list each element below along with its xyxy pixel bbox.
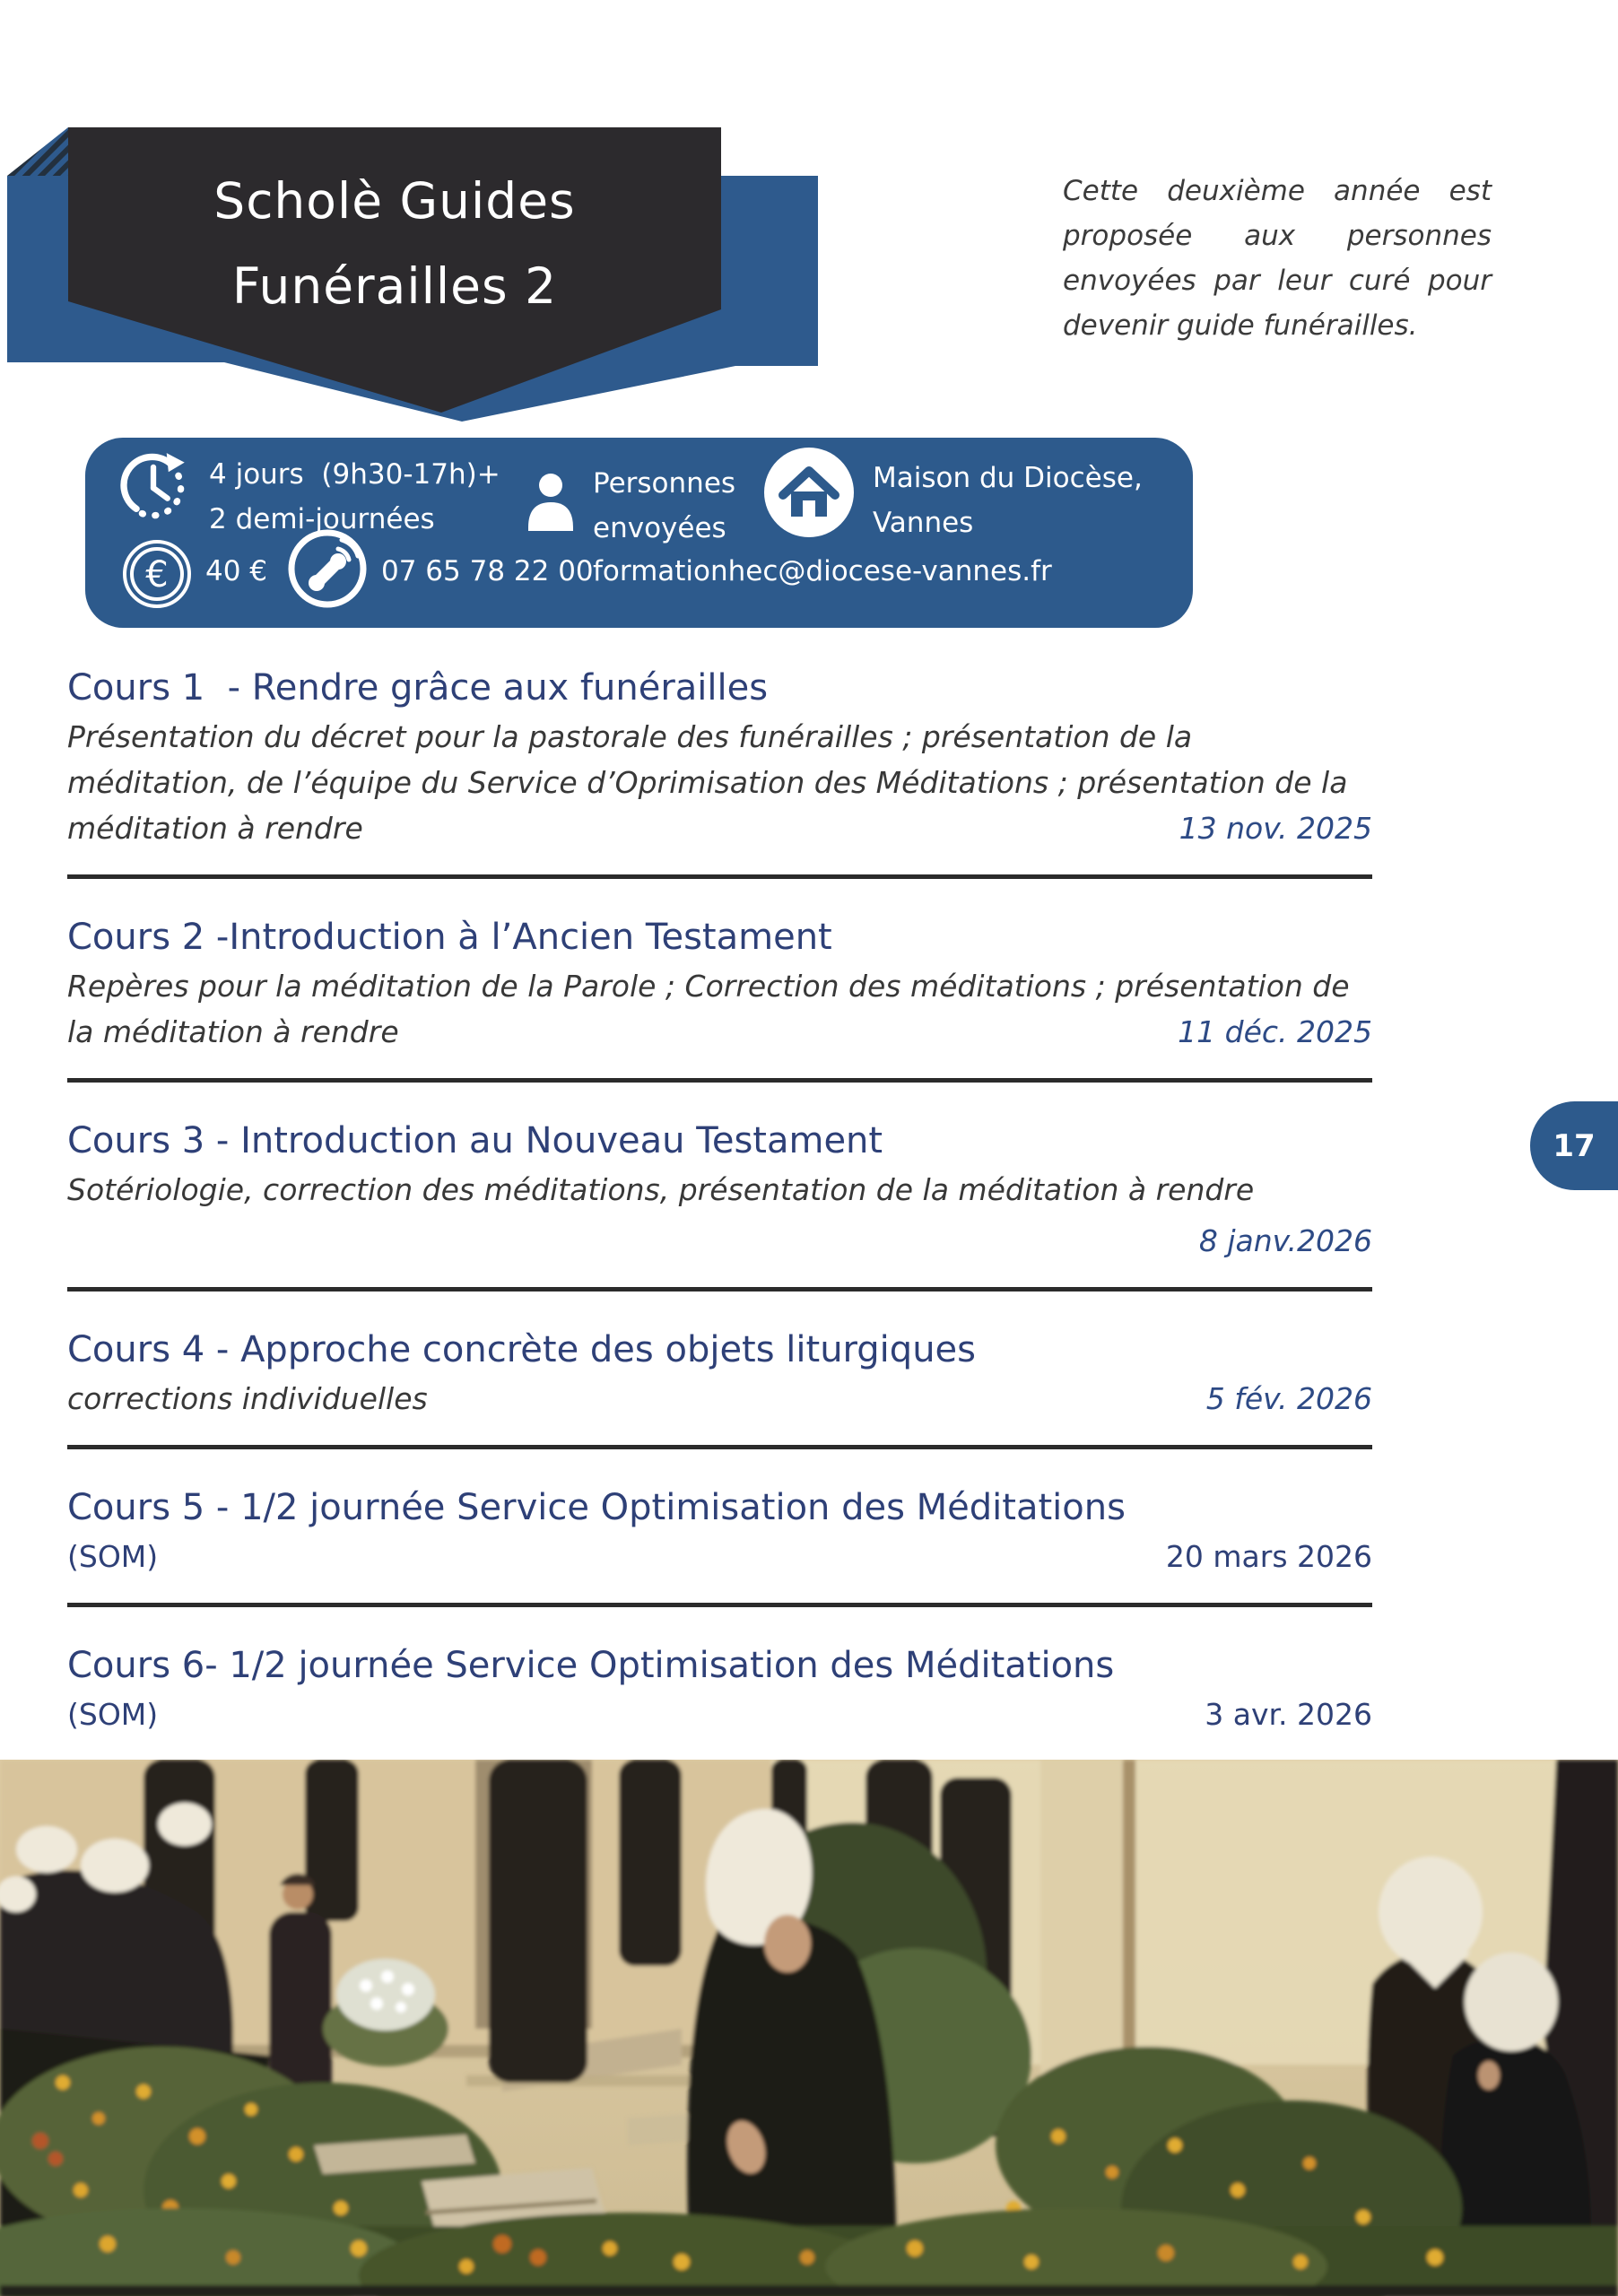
course-description-text: la méditation à rendre (67, 1014, 399, 1049)
course-description-text: méditation à rendre (67, 811, 363, 846)
email-address[interactable]: formationhec@diocese-vannes.fr (593, 555, 1052, 587)
location-text: Maison du Diocèse, Vannes (873, 462, 1143, 539)
section-divider (67, 1445, 1372, 1449)
funeral-procession-painting (0, 1760, 1618, 2296)
course-description-text: corrections individuelles (67, 1381, 428, 1416)
duration-text: 4 jours (9h30-17h)+ 2 demi-journées (209, 458, 500, 535)
course-title: Cours 4 - Approche concrète des objets liturgiques (67, 1329, 976, 1370)
intro-paragraph: Cette deuxième année est proposée aux personnes envoyées par leur curé pour devenir guide funérailles. (1063, 175, 1492, 342)
course-section-1 (67, 665, 1372, 879)
course-section-3 (67, 1118, 1372, 1292)
course-description-text: (SOM) (67, 1697, 159, 1732)
section-divider (67, 1078, 1372, 1083)
course-description-line (67, 805, 1372, 851)
course-description-line (67, 1534, 1372, 1579)
audience-text: Personnes envoyées (593, 467, 736, 544)
course-title: Cours 5 - 1/2 journée Service Optimisation des Méditations (67, 1487, 1126, 1528)
course-description-line (67, 1376, 1372, 1422)
course-section-2 (67, 915, 1372, 1083)
phone-number: 07 65 78 22 00 (381, 555, 594, 587)
page-number-badge (1530, 1101, 1618, 1190)
banner-hatch-corner (7, 127, 68, 176)
course-description-line (67, 1167, 1372, 1213)
course-section-5 (67, 1485, 1372, 1607)
course-description-text: (SOM) (67, 1539, 159, 1574)
course-list (67, 665, 1372, 1801)
page-title-line1: Scholè Guides (213, 172, 576, 230)
course-section-6 (67, 1643, 1372, 1765)
course-title: Cours 3 - Introduction au Nouveau Testament (67, 1120, 883, 1161)
course-description-text: Repères pour la méditation de la Parole ; Correction des méditations ; présentation de (67, 969, 1350, 1004)
clock-icon (117, 450, 189, 522)
course-title: Cours 1 - Rendre grâce aux funérailles (67, 667, 769, 709)
page-number: 17 (1553, 1127, 1596, 1164)
course-date: 20 mars 2026 (1165, 1539, 1372, 1574)
course-description-text: méditation, de l’équipe du Service d’Oprimisation des Méditations ; présentation de la (67, 765, 1348, 800)
course-description-line (67, 1692, 1372, 1737)
course-date: 13 nov. 2025 (1179, 811, 1372, 846)
course-title: Cours 2 -Introduction à l’Ancien Testament (67, 917, 832, 958)
section-divider (67, 1287, 1372, 1292)
course-description-text: Sotériologie, correction des méditations, présentation de la méditation à rendre (67, 1172, 1255, 1207)
course-description-line (67, 714, 1372, 760)
course-date: 8 janv.2026 (1198, 1223, 1372, 1258)
svg-text:€: € (145, 554, 169, 596)
euro-icon (121, 538, 193, 610)
course-date: 3 avr. 2026 (1205, 1697, 1372, 1732)
section-divider (67, 1603, 1372, 1607)
section-divider (67, 874, 1372, 879)
page-title-line2: Funérailles 2 (231, 257, 558, 315)
home-icon (763, 447, 855, 538)
course-section-4 (67, 1327, 1372, 1449)
course-description-text: Présentation du décret pour la pastorale des funérailles ; présentation de la (67, 719, 1193, 754)
course-date: 11 déc. 2025 (1178, 1014, 1372, 1049)
course-description-line (67, 963, 1372, 1009)
course-description-line (67, 1009, 1372, 1055)
person-icon (523, 472, 578, 533)
course-infobox (85, 438, 1193, 628)
price-text: 40 € (205, 555, 268, 587)
phone-icon (286, 527, 369, 610)
course-date: 5 fév. 2026 (1205, 1381, 1372, 1416)
course-title: Cours 6- 1/2 journée Service Optimisation des Méditations (67, 1645, 1115, 1686)
course-description-line (67, 760, 1372, 805)
stone-pillar (1040, 1760, 1130, 2083)
course-date-line (67, 1218, 1372, 1264)
